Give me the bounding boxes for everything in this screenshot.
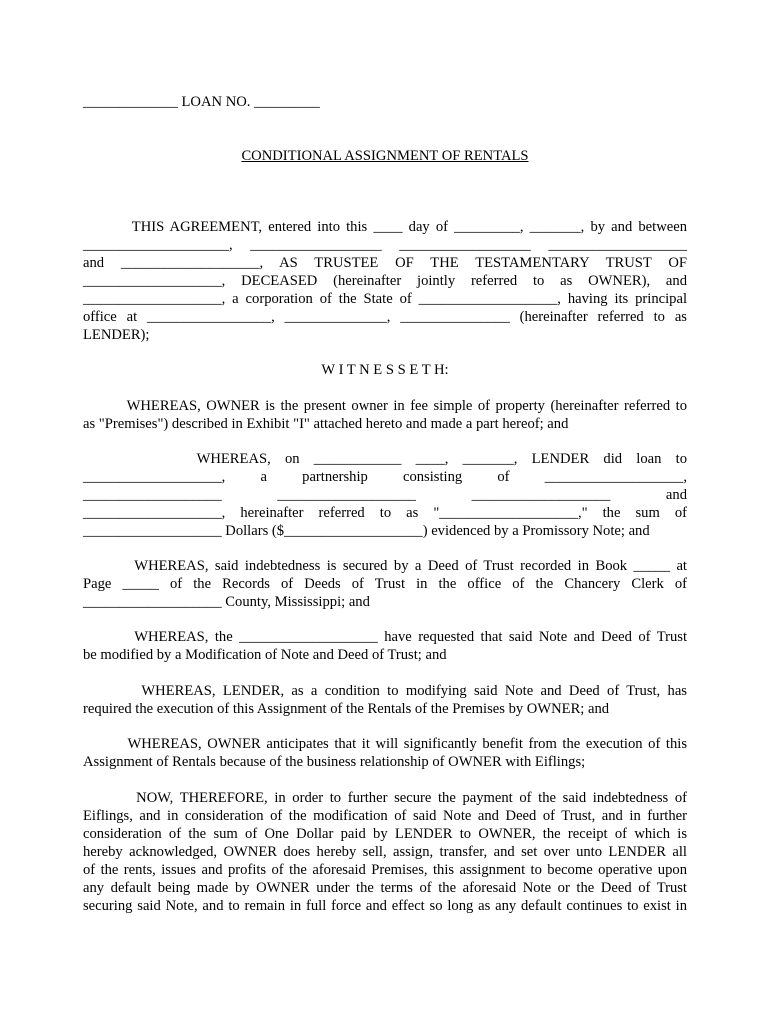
clause-line: securing said Note, and to remain in full force and effect so long as any default continues to exist in: [83, 898, 687, 914]
whereas-line: ___________________ County, Mississippi; and: [83, 594, 370, 610]
whereas-line: Page _____ of the Records of Deeds of Trust in the office of the Chancery Clerk of: [83, 576, 687, 592]
clause-line: any default being made by OWNER under the terms of the aforesaid Note or the Deed of Trust: [83, 880, 687, 896]
agreement-line: ___________________, DECEASED (hereinafter jointly referred to as OWNER), and: [83, 273, 687, 289]
whereas-line: ___________________, hereinafter referred to as "___________________," the sum of: [83, 505, 687, 521]
whereas-line: ___________________, a partnership consisting of ___________________,: [83, 469, 687, 485]
agreement-line: LENDER);: [83, 327, 150, 343]
whereas-line: WHEREAS, on ____________ ____, _______, LENDER did loan to: [83, 451, 687, 467]
whereas-line: WHEREAS, OWNER anticipates that it will significantly benefit from the execution of this: [83, 736, 687, 752]
whereas-line: Assignment of Rentals because of the business relationship of OWNER with Eiflings;: [83, 754, 586, 770]
whereas-line: WHEREAS, LENDER, as a condition to modifying said Note and Deed of Trust, has: [83, 683, 687, 699]
whereas-line: ___________________ Dollars ($___________________) evidenced by a Promissory Note; and: [83, 523, 650, 539]
agreement-line: office at _________________, ______________, _______________ (hereinafter referred to as: [83, 309, 687, 325]
agreement-line: THIS AGREEMENT, entered into this ____ day of _________, _______, by and between: [83, 219, 687, 235]
agreement-line: ___________________, a corporation of the State of ___________________, having its principal: [83, 291, 687, 307]
whereas-line: as "Premises") described in Exhibit "I" attached hereto and made a part hereof; and: [83, 416, 569, 432]
agreement-line: and ___________________, AS TRUSTEE OF THE TESTAMENTARY TRUST OF: [83, 255, 687, 271]
witnesseth-heading: W I T N E S S E T H:: [321, 362, 449, 378]
clause-line: hereby acknowledged, OWNER does hereby sell, assign, transfer, and set over unto LENDER all: [83, 844, 687, 860]
whereas-line: be modified by a Modification of Note and Deed of Trust; and: [83, 647, 447, 663]
agreement-line: ____________________, __________________ __________________ ___________________: [83, 237, 687, 253]
clause-line: consideration of the sum of One Dollar paid by LENDER to OWNER, the receipt of which is: [83, 826, 687, 842]
clause-line: of the rents, issues and profits of the aforesaid Premises, this assignment to become operative upon: [83, 862, 687, 878]
header-loan-line: _____________ LOAN NO. _________: [83, 94, 320, 110]
whereas-line: WHEREAS, the ___________________ have requested that said Note and Deed of Trust: [83, 629, 687, 645]
whereas-line: required the execution of this Assignment of the Rentals of the Premises by OWNER; and: [83, 701, 610, 717]
whereas-line: ___________________ ___________________ ___________________ and: [83, 487, 687, 503]
clause-line: NOW, THEREFORE, in order to further secure the payment of the said indebtedness of: [83, 790, 687, 806]
clause-line: Eiflings, and in consideration of the modification of said Note and Deed of Trust, and in further: [83, 808, 687, 824]
document-title: CONDITIONAL ASSIGNMENT OF RENTALS: [241, 148, 529, 164]
whereas-line: WHEREAS, OWNER is the present owner in fee simple of property (hereinafter referred to: [83, 398, 687, 414]
whereas-line: WHEREAS, said indebtedness is secured by a Deed of Trust recorded in Book _____ at: [83, 558, 687, 574]
